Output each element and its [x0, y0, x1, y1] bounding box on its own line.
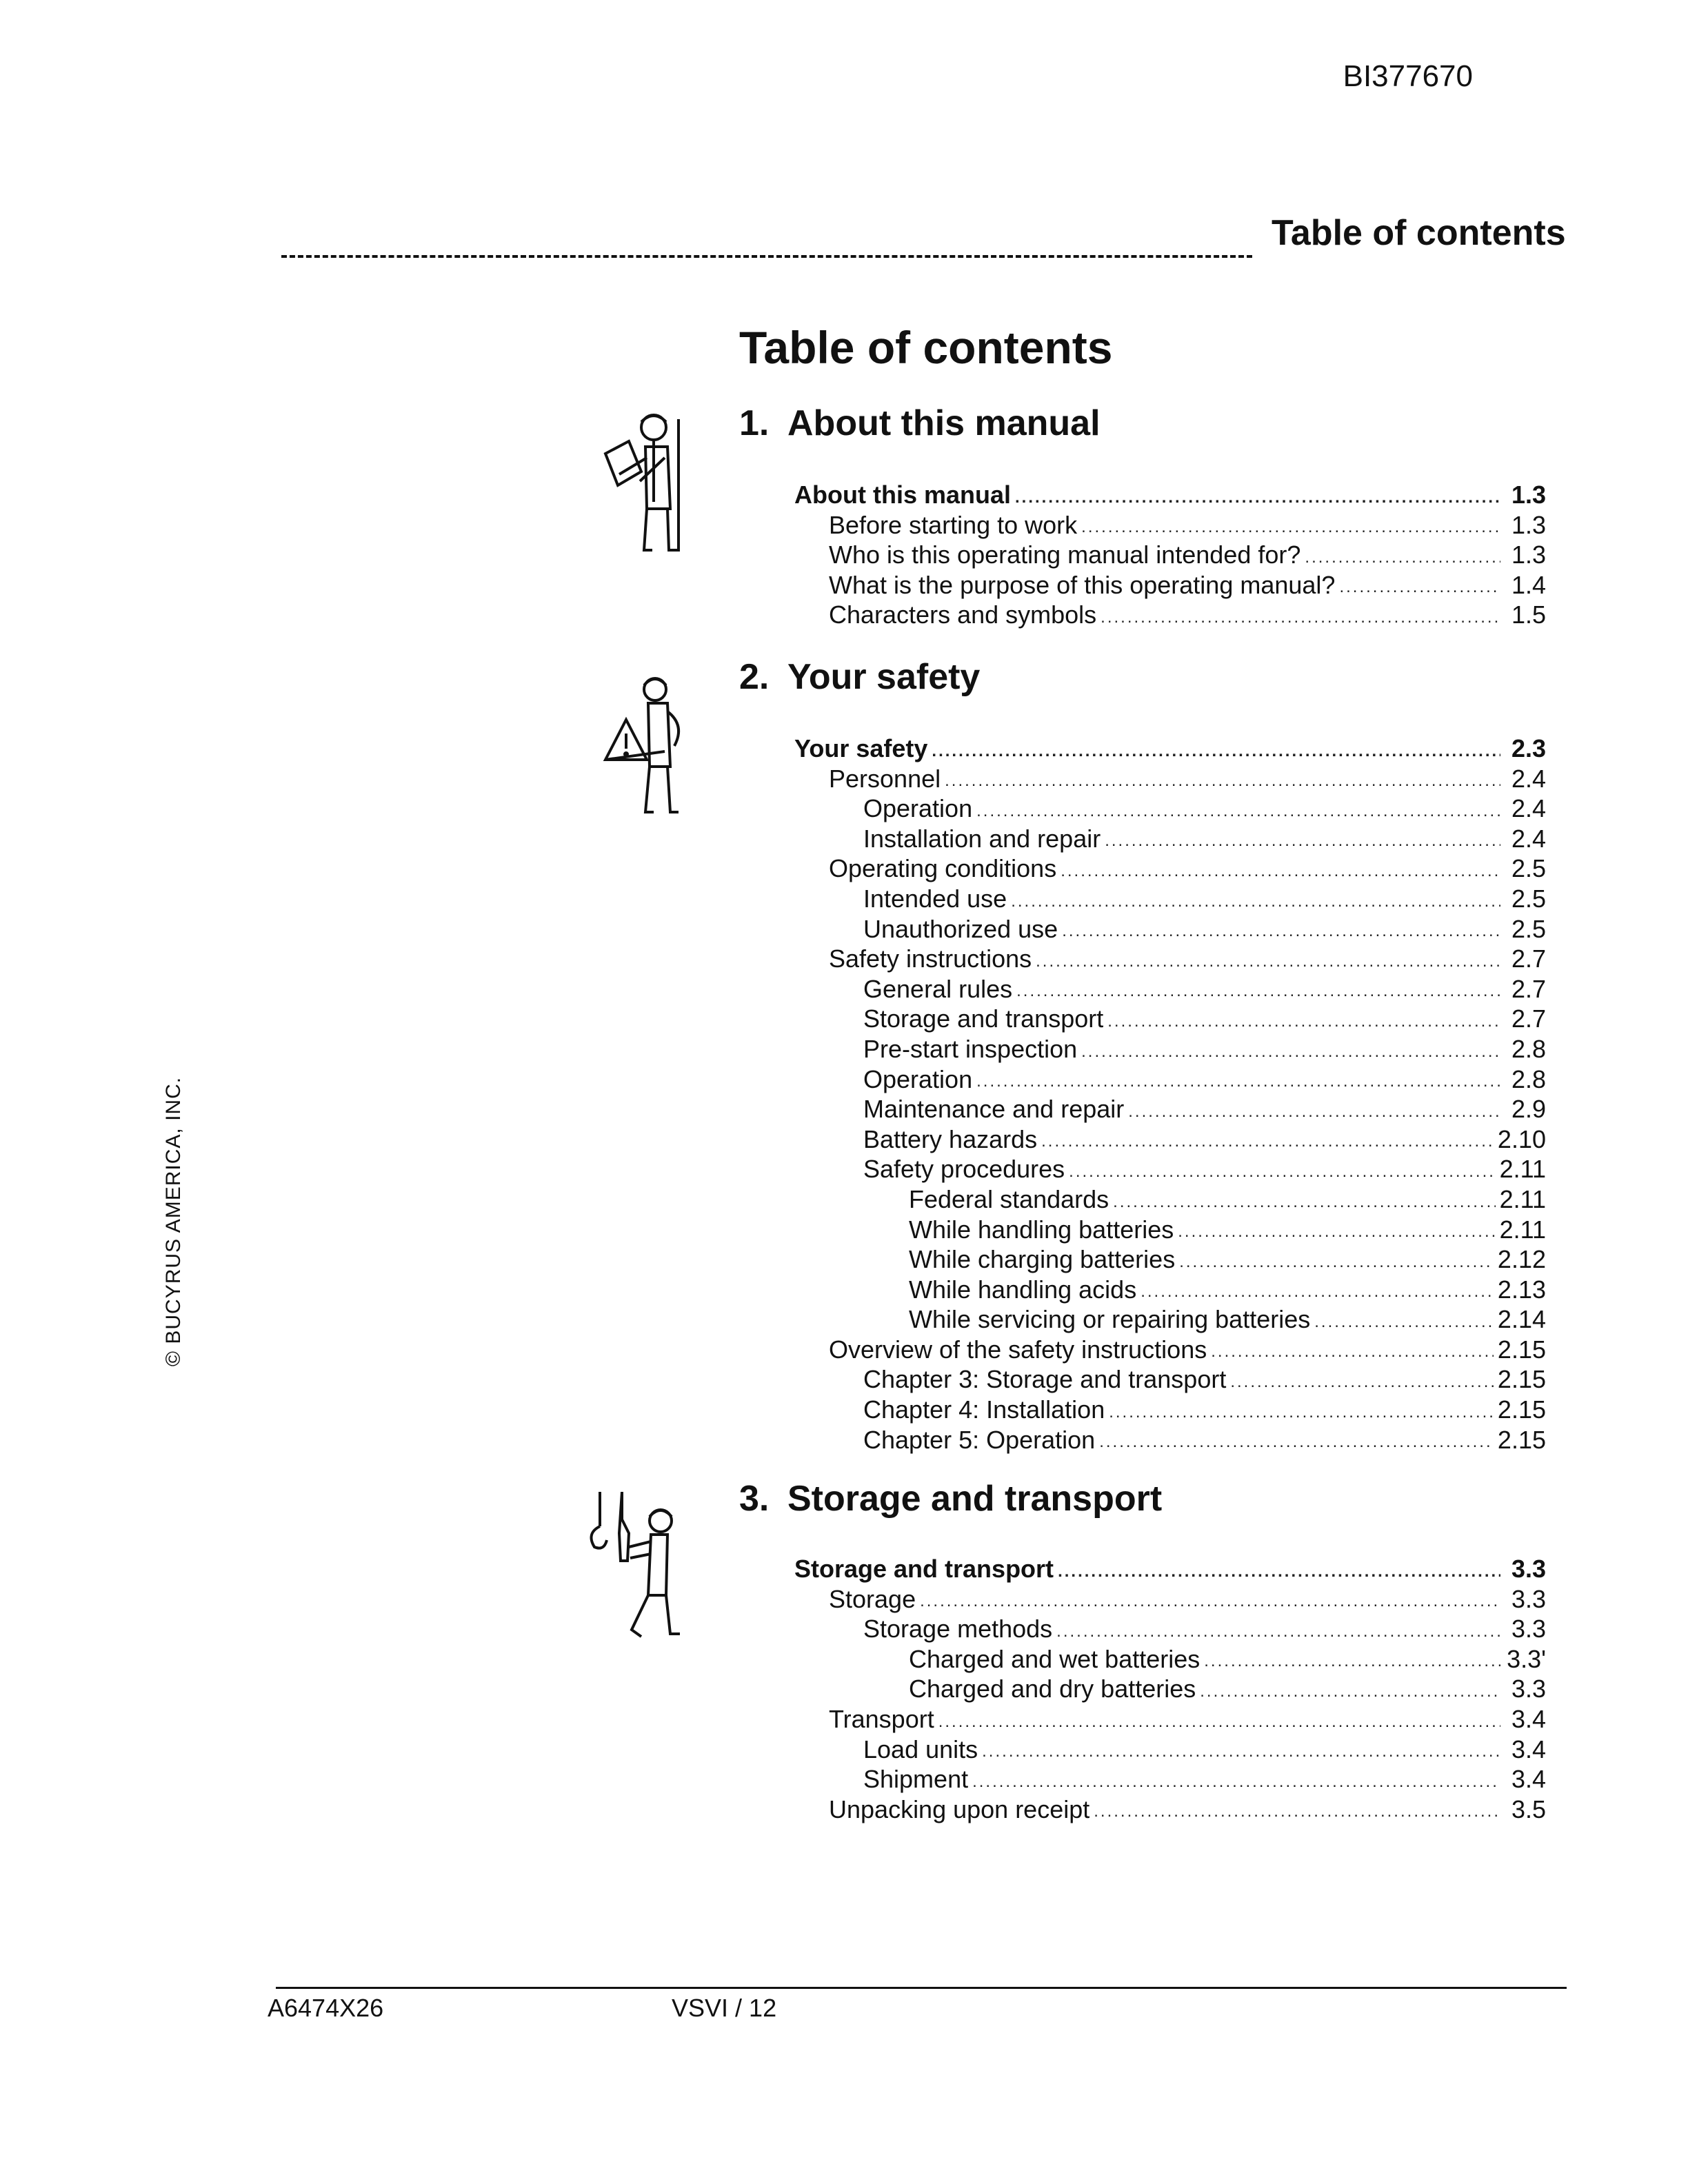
toc-entry-page: 2.7	[1511, 974, 1546, 1003]
toc-entry[interactable]	[794, 510, 1546, 540]
toc-entry-label: Chapter 5: Operation	[863, 1425, 1096, 1454]
toc-entry[interactable]	[794, 1335, 1546, 1365]
toc-entry[interactable]	[794, 1124, 1546, 1155]
chapter-1-number: 1.	[739, 403, 770, 443]
toc-entry-page: 2.4	[1511, 824, 1546, 853]
toc-entry[interactable]	[794, 764, 1546, 794]
toc-entry-label: Safety instructions	[829, 944, 1032, 973]
toc-entry-label: Storage and transport	[794, 1555, 1054, 1583]
toc-dot-leader	[976, 799, 1500, 824]
toc-entry[interactable]	[794, 1094, 1546, 1124]
toc-entry-page: 2.13	[1497, 1275, 1546, 1304]
toc-entry-label: Overview of the safety instructions	[829, 1335, 1207, 1364]
toc-entry-label: Unpacking upon receipt	[829, 1794, 1090, 1823]
toc-entry[interactable]	[794, 1764, 1546, 1794]
footer-page-number: VSVI / 12	[672, 1994, 777, 2022]
toc-entry-page: 2.8	[1511, 1034, 1546, 1063]
copyright-notice: © BUCYRUS AMERICA, INC.	[162, 1076, 185, 1367]
toc-entry-page: 1.5	[1511, 600, 1546, 629]
toc-entry[interactable]	[794, 1215, 1546, 1245]
toc-entry-label: What is the purpose of this operating manual?	[829, 570, 1336, 599]
chapter-2-title: Your safety	[787, 657, 981, 697]
toc-entry-label: About this manual	[794, 481, 1011, 509]
toc-entry[interactable]	[794, 1395, 1546, 1425]
toc-entry[interactable]	[794, 974, 1546, 1004]
toc-entry-page: 3.3	[1511, 1555, 1546, 1583]
toc-entry-label: While servicing or repairing batteries	[909, 1305, 1311, 1334]
toc-dot-leader	[1094, 1799, 1500, 1824]
toc-entry-page: 2.7	[1511, 944, 1546, 973]
toc-dot-leader	[1061, 859, 1500, 884]
toc-entry-page: 1.3	[1511, 510, 1546, 539]
toc-entry-page: 2.15	[1497, 1335, 1546, 1364]
toc-entry-page: 2.11	[1499, 1155, 1546, 1184]
toc-entry-label: Storage and transport	[863, 1004, 1104, 1033]
toc-dot-leader	[1069, 1160, 1495, 1184]
toc-entry-label: General rules	[863, 974, 1013, 1003]
toc-entry-label: Before starting to work	[829, 510, 1078, 539]
toc-entry-page: 3.3	[1511, 1584, 1546, 1613]
toc-dot-leader	[1109, 1400, 1494, 1425]
toc-entry-page: 2.9	[1511, 1095, 1546, 1124]
toc-entry[interactable]	[794, 1794, 1546, 1825]
toc-entry-page: 2.4	[1511, 764, 1546, 793]
footer-rule	[276, 1987, 1567, 1989]
chapter-2-number: 2.	[739, 657, 770, 697]
header-title: Table of contents	[1272, 213, 1566, 253]
worker-warning-sign-icon	[599, 670, 695, 822]
toc-entry-page: 2.14	[1497, 1305, 1546, 1334]
toc-entry[interactable]	[794, 1554, 1546, 1584]
toc-dot-leader	[1211, 1339, 1494, 1364]
toc-entry[interactable]	[794, 944, 1546, 974]
toc-dot-leader	[938, 1710, 1500, 1735]
toc-entry-page: 3.3	[1511, 1675, 1546, 1703]
toc-entry-label: Storage	[829, 1584, 916, 1613]
toc-dot-leader	[1056, 1619, 1500, 1644]
chapter-3-entries	[794, 1554, 1546, 1824]
toc-entry-label: Federal standards	[909, 1184, 1109, 1213]
toc-dot-leader	[1128, 1100, 1500, 1124]
toc-entry-label: Transport	[829, 1704, 934, 1733]
toc-entry-page: 2.4	[1511, 794, 1546, 823]
toc-dot-leader	[1081, 1040, 1500, 1064]
toc-entry-label: Charged and dry batteries	[909, 1675, 1196, 1703]
toc-entry-label: Chapter 4: Installation	[863, 1395, 1105, 1424]
toc-entry-label: Operation	[863, 1064, 973, 1093]
toc-entry[interactable]	[794, 570, 1546, 600]
toc-dot-leader	[1015, 485, 1500, 510]
toc-dot-leader	[982, 1739, 1500, 1764]
toc-entry-page: 2.15	[1497, 1425, 1546, 1454]
toc-entry[interactable]	[794, 480, 1546, 510]
worker-crane-hook-icon	[579, 1492, 690, 1644]
toc-dot-leader	[1099, 1430, 1494, 1455]
toc-dot-leader	[1179, 1250, 1494, 1275]
toc-entry[interactable]	[794, 1064, 1546, 1095]
toc-dot-leader	[1081, 515, 1500, 540]
toc-entry[interactable]	[794, 1644, 1546, 1675]
worker-reading-manual-icon	[599, 405, 695, 557]
toc-entry[interactable]	[794, 853, 1546, 884]
toc-entry-label: Maintenance and repair	[863, 1095, 1125, 1124]
toc-dot-leader	[1200, 1679, 1500, 1704]
toc-dot-leader	[1107, 1009, 1500, 1034]
toc-dot-leader	[1062, 919, 1500, 944]
toc-entry-page: 2.11	[1499, 1184, 1546, 1213]
toc-entry[interactable]	[794, 1364, 1546, 1395]
toc-entry[interactable]	[794, 1304, 1546, 1335]
toc-entry-label: Intended use	[863, 884, 1007, 913]
toc-dot-leader	[1113, 1190, 1495, 1215]
toc-entry-label: Battery hazards	[863, 1124, 1038, 1153]
toc-entry[interactable]	[794, 1154, 1546, 1184]
toc-entry-label: Personnel	[829, 764, 941, 793]
toc-entry-label: Operating conditions	[829, 854, 1057, 883]
toc-entry-page: 2.11	[1499, 1215, 1546, 1244]
toc-entry[interactable]	[794, 1735, 1546, 1765]
toc-dot-leader	[1339, 575, 1500, 600]
toc-entry[interactable]	[794, 824, 1546, 854]
chapter-1-entries	[794, 480, 1546, 630]
toc-entry-label: Shipment	[863, 1765, 969, 1794]
toc-entry-page: 2.8	[1511, 1064, 1546, 1093]
toc-dot-leader	[1305, 545, 1500, 570]
toc-entry-page: 2.15	[1497, 1365, 1546, 1394]
toc-entry-page: 3.3	[1511, 1615, 1546, 1644]
document-id: BI377670	[1343, 59, 1473, 93]
toc-entry-page: 1.4	[1511, 570, 1546, 599]
chapter-1-heading	[739, 403, 1101, 444]
toc-entry-label: Unauthorized use	[863, 914, 1058, 943]
toc-entry-page: 2.5	[1511, 884, 1546, 913]
toc-dot-leader	[1178, 1220, 1495, 1244]
toc-entry-label: While charging batteries	[909, 1245, 1176, 1274]
chapter-1-title: About this manual	[787, 403, 1101, 443]
toc-title: Table of contents	[739, 322, 1113, 373]
toc-dot-leader	[1101, 605, 1500, 630]
toc-entry[interactable]	[794, 600, 1546, 630]
toc-entry-page: 1.3	[1511, 540, 1546, 569]
toc-entry[interactable]	[794, 1275, 1546, 1305]
toc-dot-leader	[1016, 979, 1500, 1004]
toc-dot-leader	[1011, 889, 1500, 914]
chapter-3-number: 3.	[739, 1479, 770, 1519]
toc-entry[interactable]	[794, 793, 1546, 824]
toc-dot-leader	[1036, 949, 1500, 974]
toc-entry[interactable]	[794, 1034, 1546, 1064]
toc-entry[interactable]	[794, 1704, 1546, 1735]
toc-entry-page: 3.5	[1511, 1794, 1546, 1823]
toc-entry-label: Load units	[863, 1735, 978, 1763]
chapter-2-entries	[794, 734, 1546, 1455]
toc-entry-page: 3.3'	[1507, 1644, 1546, 1673]
toc-dot-leader	[1230, 1370, 1494, 1395]
toc-entry[interactable]	[794, 884, 1546, 914]
toc-dot-leader	[932, 739, 1500, 764]
toc-entry-label: Installation and repair	[863, 824, 1101, 853]
toc-entry[interactable]	[794, 1004, 1546, 1034]
toc-dot-leader	[976, 1069, 1500, 1094]
toc-entry-page: 2.5	[1511, 854, 1546, 883]
toc-entry-page: 3.4	[1511, 1765, 1546, 1794]
toc-entry-page: 2.7	[1511, 1004, 1546, 1033]
toc-entry-page: 2.3	[1511, 734, 1546, 762]
toc-dot-leader	[1314, 1310, 1494, 1335]
toc-entry-label: Who is this operating manual intended for?	[829, 540, 1301, 569]
toc-entry-label: Pre-start inspection	[863, 1034, 1078, 1063]
toc-entry-page: 2.12	[1497, 1245, 1546, 1274]
toc-entry[interactable]	[794, 1614, 1546, 1644]
toc-dot-leader	[1105, 829, 1500, 853]
toc-dot-leader	[920, 1589, 1500, 1614]
toc-dot-leader	[1204, 1649, 1500, 1674]
toc-entry-page: 2.10	[1497, 1124, 1546, 1153]
toc-dot-leader	[945, 769, 1500, 793]
toc-entry-page: 2.15	[1497, 1395, 1546, 1424]
toc-dot-leader	[1041, 1129, 1494, 1154]
toc-entry-page: 3.4	[1511, 1704, 1546, 1733]
toc-dot-leader	[1141, 1280, 1494, 1304]
toc-entry-label: Operation	[863, 794, 973, 823]
toc-entry[interactable]	[794, 734, 1546, 764]
toc-entry-label: Storage methods	[863, 1615, 1053, 1644]
toc-entry[interactable]	[794, 1184, 1546, 1215]
footer-document-code: A6474X26	[268, 1994, 384, 2022]
toc-entry[interactable]	[794, 1425, 1546, 1455]
toc-entry[interactable]	[794, 540, 1546, 570]
toc-entry[interactable]	[794, 914, 1546, 944]
chapter-3-heading	[739, 1478, 1162, 1519]
toc-entry-label: Characters and symbols	[829, 600, 1097, 629]
toc-entry-label: Charged and wet batteries	[909, 1644, 1200, 1673]
toc-dot-leader	[972, 1770, 1500, 1794]
toc-entry[interactable]	[794, 1244, 1546, 1275]
toc-entry-page: 2.5	[1511, 914, 1546, 943]
chapter-2-heading	[739, 656, 980, 698]
toc-entry[interactable]	[794, 1584, 1546, 1615]
toc-entry-label: While handling batteries	[909, 1215, 1174, 1244]
chapter-3-title: Storage and transport	[787, 1479, 1163, 1519]
toc-entry-page: 3.4	[1511, 1735, 1546, 1763]
toc-entry-label: Chapter 3: Storage and transport	[863, 1365, 1227, 1394]
toc-entry-label: While handling acids	[909, 1275, 1137, 1304]
toc-entry-label: Your safety	[794, 734, 928, 762]
toc-entry-label: Safety procedures	[863, 1155, 1065, 1184]
toc-entry[interactable]	[794, 1674, 1546, 1704]
toc-dot-leader	[1058, 1559, 1500, 1584]
toc-entry-page: 1.3	[1511, 481, 1546, 509]
header-rule	[281, 230, 1252, 258]
